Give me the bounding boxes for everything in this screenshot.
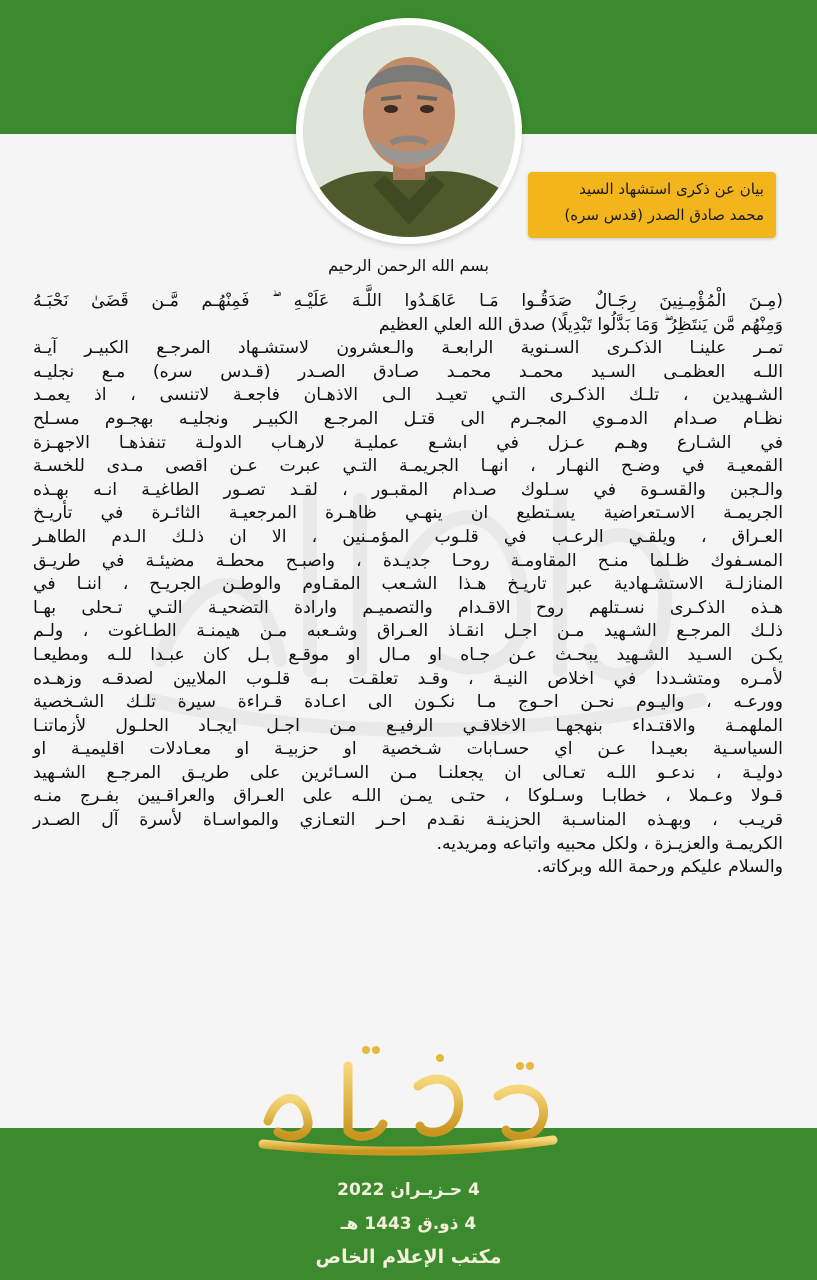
portrait-photo (303, 25, 515, 237)
bismillah: بسم الله الرحمن الرحيم (328, 256, 489, 275)
body-line: وورعـه ، واليـوم نحـن احـوج مـا نكـون الى اعـادة قـراءة سيرة تلـك الشـخصية (33, 692, 783, 713)
title-line-2: محمد صادق الصدر (قدس سره) (564, 206, 764, 224)
body-line: تمـر علينـا الذكـرى السـنوية الرابعـة والـعشرون لاستشـهاد المرجـع الكبيـر آيـة (33, 338, 783, 359)
body-line: والـجبن والقسـوة في سـلوك صـدام المقبـور ، لقـد تصـور الطاغيـة انـه بهـذه (33, 479, 783, 500)
body-line: المسـفوك ظـلما منـح المقاومـة روحـا جديـدة ، واصبـح محطـة مضيئـة في طريـق (33, 550, 783, 571)
body-line: وَمِنْهُم مَّن يَنتَظِرُ ۖ وَمَا بَدَّلُوا تَبْدِيلًا) صدق الله العلي العظيم (378, 314, 783, 335)
date-hijri: 4 ذو.ق 1443 هـ (340, 1214, 477, 1234)
body-line: الكريمـة والعزيـزة ، ولكل محبيه واتباعه ومريديه. (436, 833, 783, 854)
body-line: والسلام عليكم ورحمة الله وبركاته. (536, 857, 783, 878)
body-line: لأمـره ومتشـددا في اخلاص النيـة ، وقـد تعلقـت بـه قلـوب الملايين لصدقـه وزهـده (33, 668, 783, 689)
body-line: المنازلـة الاستشـهادية عبر تاريـخ هـذا الشـعب المقـاوم والوطـن الجريـح ، اننـا في (33, 574, 783, 595)
media-office: مكتب الإعلام الخاص (315, 1246, 502, 1268)
body-line: الجريمـة الاسـتعراضية يسـتطيع ان ينهـي ظاهـرة المرجعيـة الثائـرة في تأريـخ (33, 503, 783, 524)
body-line: اللـه العظمـى السـيد محمـد محمـد صـادق الصـدر (قـدس سره) مـع نجليـه (33, 361, 783, 382)
body-line: السياسـية بعيـدا عـن اي حسـابات شـخصية او حزبيـة او معـادلات اقليميـة او (33, 739, 783, 760)
signature-calligraphy (248, 1036, 568, 1156)
date-gregorian: 4 حـزيـران 2022 (337, 1180, 480, 1200)
body-line: في الشـارع وهـم عـزل في ابشـع عمليـة لارهـاب الدولـة تنفذهـا الاجهـزة (33, 432, 783, 453)
title-line-1: بيان عن ذكرى استشهاد السيد (579, 180, 764, 198)
body-line: ذلـك المرجـع الشـهيد مـن اجـل انقـاذ العـراق وشـعبه مـن هيمنـة الطـاغوت ، ولـم (33, 621, 783, 642)
body-line: نظـام صـدام الدمـوي المجـرم الى قتـل المرجـع الكبيـر ونجليـه بهجـوم مسـلح (33, 408, 783, 429)
statement-title-box (528, 172, 776, 238)
body-line: القمعيـة في وضـح النهـار ، انهـا الجريمـة التـي عبرت عـن اقصى مـدى للخسـة (33, 456, 783, 477)
statement-body (33, 290, 783, 880)
body-line: هـذه الذكـرى نسـتلهم روح الاقـدام والتصميـم وارادة التضحيـة التـي تـحلى بهـا (33, 597, 783, 618)
body-line: قريـب ، وبهـذه المناسـبة الحزينـة نقـدم احـر التعـازي والمواسـاة لأسرة آل الصـدر (33, 810, 783, 831)
body-line: العـراق ، ويلقـي الرعـب في قلـوب المؤمـنين ، الا ان ذلـك الـدم الطاهـر (33, 526, 783, 547)
body-line: يكـن السـيد الشـهيد يبحـث عـن جـاه او مـال او موقـع بـل كان عبـدا للـه ومطيعـا (33, 644, 783, 665)
body-line: الملهمـة والاقتـداء بنهجهـا الاخلاقـي الرفيـع مـن اجـل ايجـاد الحلـول لأزماتنـا (33, 715, 783, 736)
body-line: (مِـنَ الْمُؤْمِـنِينَ رِجَـالٌ صَدَقُـوا مَـا عَاهَـدُوا اللَّـهَ عَلَيْـهِ ۖ فَمِنْهُـم مَّـن قَضَىٰ نَحْبَـهُ (33, 291, 783, 311)
body-line: الشـهيدين ، تلـك الذكـرى التـي تعيـد الـى الاذهـان فاجعـة لاتنسى ، اذ يعمـد (33, 385, 783, 406)
body-line: قـولا وعـملا ، خطابـا وسـلوكا ، حتـى يمـن اللـه على العـراق والعراقـيين بفـرج منـه (33, 786, 783, 807)
body-line: دوليـة ، ندعـو اللـه تعـالى ان يجعلنـا مـن السـائرين على طريـق المرجـع الشـهيد (33, 762, 783, 783)
